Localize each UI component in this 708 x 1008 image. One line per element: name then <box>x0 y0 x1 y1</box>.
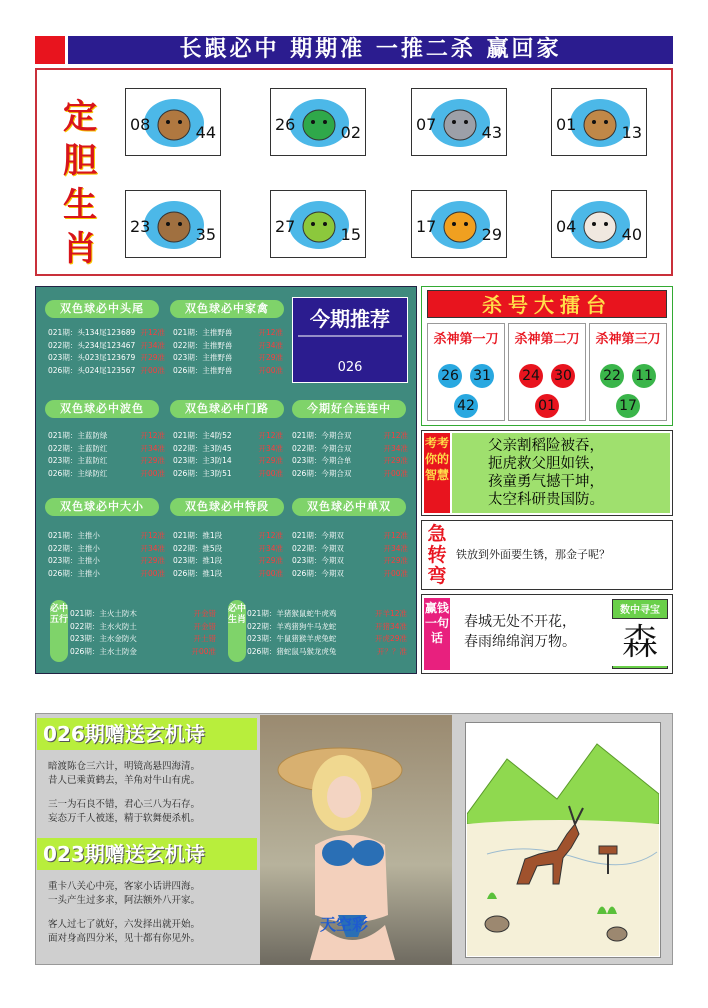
section-line-text: 023期：推1段 <box>173 556 223 565</box>
section-line-result: 开29准 <box>258 353 283 362</box>
zodiac-card <box>411 88 507 156</box>
kill-ball: 22 <box>600 364 624 388</box>
section-line-result: 开34准 <box>258 543 283 553</box>
wuxing-line-text: 026期：主水土防金 <box>70 646 137 656</box>
section-line-text: 022期：主推野兽 <box>173 340 233 350</box>
section-line-text: 026期：今期合双 <box>292 468 352 478</box>
section-line <box>292 568 408 581</box>
section-lines <box>173 430 283 480</box>
section-lines <box>292 430 408 480</box>
section-line <box>173 568 283 581</box>
kill-knife-title: 杀神第三刀 <box>595 332 661 347</box>
poem-text: 重卡八关心中亮，客家小话讲四海。 一头产生过多求，阿法额外八开家。 客人过七了就好，六发择出就开始。 面对身高四分米，见十都有你见外。 <box>48 881 201 944</box>
section-line <box>48 468 165 481</box>
section-line-text: 022期：头234尾123467 <box>48 340 136 350</box>
section-line <box>173 443 283 456</box>
section-line-result: 开00准 <box>258 468 283 478</box>
section-line <box>173 468 283 481</box>
section-line <box>173 530 283 543</box>
shengxiao-line-result: 开？？准 <box>377 646 407 656</box>
zodiac-number: 27 <box>275 217 296 236</box>
zodiac-title-char: 生 <box>63 185 97 225</box>
shengxiao-line-text: 022期：羊鸡猪狗牛马龙蛇 <box>247 621 337 631</box>
section-line <box>173 352 283 365</box>
landscape-illustration <box>467 724 659 956</box>
shengxiao-lines <box>247 608 407 658</box>
riddle-text <box>452 433 670 513</box>
section-line-result: 开34准 <box>383 543 408 553</box>
lucky-phrase-line: 春城无处不开花， <box>464 614 576 630</box>
section-line-result: 开12准 <box>140 328 165 337</box>
zodiac-title-char: 定 <box>63 97 97 137</box>
zodiac-number: 15 <box>340 225 361 244</box>
zodiac-number: 40 <box>621 225 642 244</box>
zodiac-card <box>551 88 647 156</box>
section-line <box>173 543 283 556</box>
zodiac-card <box>551 190 647 258</box>
kill-knife <box>508 323 586 421</box>
section-line-text: 022期：今期双 <box>292 543 344 553</box>
section-line <box>173 430 283 443</box>
wuxing-lines <box>70 608 216 658</box>
zodiac-number: 02 <box>340 123 361 142</box>
section-line <box>292 468 408 481</box>
brain-teaser-label: 急转弯 <box>424 524 450 586</box>
zodiac-number: 44 <box>195 123 216 142</box>
section-title: 今期好合连连中 <box>292 400 406 418</box>
section-line-result: 开00准 <box>258 365 283 375</box>
kill-ball: 30 <box>551 364 575 388</box>
section-title: 双色球必中单双 <box>292 498 406 516</box>
section-line <box>292 455 408 468</box>
section-line-text: 023期：主蓝防红 <box>48 456 108 465</box>
recommend-title: 今期推荐 <box>310 307 390 331</box>
riddle-line: 扼虎救父胆如铁， <box>488 456 604 472</box>
shengxiao-line <box>247 608 407 621</box>
section-line-text: 021期：主推野兽 <box>173 328 233 337</box>
section-line-result: 开29准 <box>140 556 165 565</box>
section-line <box>48 543 165 556</box>
kill-knife <box>427 323 505 421</box>
lucky-phrase-text <box>464 612 576 652</box>
section-line-text: 023期：头023尾123679 <box>48 353 136 362</box>
zodiac-card <box>411 190 507 258</box>
zodiac-number: 17 <box>416 217 437 236</box>
kill-ball: 24 <box>519 364 543 388</box>
section-line-result: 开29准 <box>383 456 408 465</box>
section-line-text: 023期：主3防14 <box>173 456 232 465</box>
section-line-result: 开12准 <box>140 531 165 540</box>
section-line-result: 开12准 <box>258 431 283 440</box>
section-line <box>48 327 165 340</box>
shengxiao-line-text: 026期：猪蛇鼠马猴龙虎兔 <box>247 646 337 656</box>
section-line-text: 021期：今期双 <box>292 531 344 540</box>
section-line-result: 开00准 <box>383 468 408 478</box>
section-line-text: 026期：推1段 <box>173 568 223 578</box>
wuxing-line <box>70 621 216 634</box>
section-line-result: 开00准 <box>140 568 165 578</box>
shengxiao-line <box>247 633 407 646</box>
shengxiao-line-text: 023期：牛鼠猪猴羊虎兔蛇 <box>247 634 337 643</box>
section-line <box>292 443 408 456</box>
zodiac-number: 26 <box>275 115 296 134</box>
section-line-text: 026期：主推野兽 <box>173 365 233 375</box>
section-line-result: 开00准 <box>140 468 165 478</box>
kill-ball: 42 <box>454 394 478 418</box>
section-line-result: 开34准 <box>140 443 165 453</box>
section-line-result: 开34准 <box>383 443 408 453</box>
section-line-result: 开12准 <box>140 431 165 440</box>
shengxiao-line-result: 开虎29准 <box>374 634 407 643</box>
zodiac-number: 43 <box>481 123 502 142</box>
zodiac-number: 23 <box>130 217 151 236</box>
section-line-result: 开29准 <box>383 556 408 565</box>
section-line-result: 开34准 <box>258 443 283 453</box>
kill-ball: 01 <box>535 394 559 418</box>
section-line <box>48 568 165 581</box>
riddle-line: 太空科研贵国防。 <box>488 492 604 508</box>
digit-treasure-char: 森 <box>612 618 668 666</box>
wuxing-line-text: 021期：主火土防木 <box>70 609 137 618</box>
recommend-divider <box>298 334 402 338</box>
zodiac-number: 04 <box>556 217 577 236</box>
shengxiao-line-text: 021期：羊猪猴鼠蛇牛虎鸡 <box>247 609 337 618</box>
section-line-text: 026期：今期双 <box>292 568 344 578</box>
wuxing-line-result: 开00准 <box>191 646 216 656</box>
section-line-result: 开29准 <box>140 456 165 465</box>
wuxing-line <box>70 608 216 621</box>
zodiac-card <box>270 88 366 156</box>
wuxing-line-result: 开土错 <box>193 634 216 643</box>
kill-ball: 31 <box>470 364 494 388</box>
brain-teaser-text: 铁放到外面要生锈，那金子呢？ <box>456 548 610 561</box>
section-line <box>48 530 165 543</box>
section-line-result: 开29准 <box>258 456 283 465</box>
section-line-text: 021期：头134尾123689 <box>48 328 136 337</box>
section-line <box>173 455 283 468</box>
shengxiao-line <box>247 621 407 634</box>
section-lines <box>48 530 165 580</box>
section-line <box>173 555 283 568</box>
riddle-label: 考考你的智慧 <box>424 433 450 513</box>
section-line-result: 开34准 <box>258 340 283 350</box>
photo-image <box>260 715 452 965</box>
section-line-text: 021期：主蓝防绿 <box>48 431 108 440</box>
recommend-issue: 026 <box>337 360 363 375</box>
section-line-result: 开00准 <box>140 365 165 375</box>
zodiac-card <box>125 88 221 156</box>
kill-knife <box>589 323 667 421</box>
section-line <box>48 340 165 353</box>
kill-knife-title: 杀神第一刀 <box>433 332 499 347</box>
wuxing-line-result: 开金错 <box>193 621 216 631</box>
digit-treasure-title: 数中寻宝 <box>620 605 660 616</box>
section-line-text: 022期：主3防45 <box>173 443 232 453</box>
section-line-text: 022期：推5段 <box>173 543 223 553</box>
section-line <box>292 530 408 543</box>
zodiac-number: 08 <box>130 115 151 134</box>
section-line <box>48 443 165 456</box>
section-line <box>48 430 165 443</box>
section-line-text: 022期：主推小 <box>48 543 100 553</box>
section-lines <box>173 327 283 377</box>
zodiac-card <box>270 190 366 258</box>
riddle-line: 父亲割稻险被吞， <box>488 438 604 454</box>
poem-title: 023期赠送玄机诗 <box>37 838 257 870</box>
section-title: 双色球必中波色 <box>45 400 159 418</box>
kill-ball: 11 <box>632 364 656 388</box>
section-line-result: 开34准 <box>140 543 165 553</box>
section-title: 双色球必中家禽 <box>170 300 284 318</box>
section-line-text: 023期：主推野兽 <box>173 353 233 362</box>
section-line <box>48 352 165 365</box>
section-line-result: 开12准 <box>383 531 408 540</box>
section-lines <box>48 430 165 480</box>
zodiac-number: 01 <box>556 115 577 134</box>
riddle-line: 孩童勇气撼干坤， <box>488 474 604 490</box>
shengxiao-title: 必中生肖 <box>228 600 246 662</box>
section-line <box>292 555 408 568</box>
section-line-text: 026期：头024尾123567 <box>48 365 136 375</box>
section-line-text: 026期：主推小 <box>48 568 100 578</box>
zodiac-number: 13 <box>621 123 642 142</box>
header-red-block <box>35 36 65 64</box>
section-line-result: 开12准 <box>258 531 283 540</box>
wuxing-title: 必中五行 <box>50 600 68 662</box>
zodiac-number: 07 <box>416 115 437 134</box>
section-line-result: 开12准 <box>258 328 283 337</box>
kill-ball: 17 <box>616 394 640 418</box>
section-title: 双色球必中特段 <box>170 498 284 516</box>
zodiac-number: 35 <box>195 225 216 244</box>
zodiac-card <box>125 190 221 258</box>
lucky-phrase-label: 赢钱一句话 <box>424 598 450 670</box>
section-line-text: 023期：主推小 <box>48 556 100 565</box>
header-banner: 长跟必中 期期准 一推二杀 赢回家 <box>68 36 673 64</box>
wuxing-line-text: 023期：主水金防火 <box>70 634 137 643</box>
section-line <box>48 365 165 378</box>
section-line-text: 022期：今期合双 <box>292 443 352 453</box>
section-title: 双色球必中门路 <box>170 400 284 418</box>
section-line-result: 开00准 <box>383 568 408 578</box>
shengxiao-line-result: 开羊12准 <box>374 609 407 618</box>
section-line <box>173 340 283 353</box>
section-line-text: 021期：今期合双 <box>292 431 352 440</box>
wuxing-line <box>70 646 216 659</box>
section-line <box>173 327 283 340</box>
section-line-result: 开29准 <box>258 556 283 565</box>
section-line-text: 023期：今期双 <box>292 556 344 565</box>
section-lines <box>173 530 283 580</box>
section-line <box>292 430 408 443</box>
section-line-text: 023期：今期合单 <box>292 456 352 465</box>
zodiac-title <box>60 95 100 271</box>
wuxing-line-text: 022期：主水火防土 <box>70 621 137 631</box>
section-line-result: 开34准 <box>140 340 165 350</box>
kill-knife-title: 杀神第二刀 <box>514 332 580 347</box>
poem-title: 026期赠送玄机诗 <box>37 718 257 750</box>
section-lines <box>292 530 408 580</box>
shengxiao-line <box>247 646 407 659</box>
wuxing-line-result: 开金错 <box>193 609 216 618</box>
section-line-text: 021期：主4防52 <box>173 431 232 440</box>
shengxiao-line-result: 开猪34准 <box>374 621 407 631</box>
section-line <box>48 455 165 468</box>
section-title: 双色球必中头尾 <box>45 300 159 318</box>
poem-text: 暗渡陈仓三六计，明镜高悬四海清。 昔人已乘黄鹤去，羊角对牛山有虎。 三一为石良不错，君心三八为石存。 妄态万千人被迷，精于软舞便杀机。 <box>48 761 201 824</box>
section-line-result: 开12准 <box>383 431 408 440</box>
section-line-text: 021期：主推小 <box>48 531 100 540</box>
wuxing-line <box>70 633 216 646</box>
section-title: 双色球必中大小 <box>45 498 159 516</box>
zodiac-title-char: 胆 <box>63 141 97 181</box>
zodiac-number: 29 <box>481 225 502 244</box>
section-line-result: 开29准 <box>140 353 165 362</box>
zodiac-title-char: 肖 <box>63 229 97 269</box>
photo-logo: 天空彩 <box>320 915 369 934</box>
section-line-text: 021期：推1段 <box>173 531 223 540</box>
kill-ball: 26 <box>438 364 462 388</box>
lucky-phrase-line: 春雨绵绵润万物。 <box>464 634 576 650</box>
section-line-result: 开00准 <box>258 568 283 578</box>
section-lines <box>48 327 165 377</box>
section-line <box>292 543 408 556</box>
kill-title: 杀号大擂台 <box>427 290 667 318</box>
section-line-text: 026期：主绿防红 <box>48 468 108 478</box>
section-line <box>48 555 165 568</box>
section-line-text: 022期：主蓝防红 <box>48 443 108 453</box>
section-line-text: 026期：主3防51 <box>173 468 232 478</box>
section-line <box>173 365 283 378</box>
